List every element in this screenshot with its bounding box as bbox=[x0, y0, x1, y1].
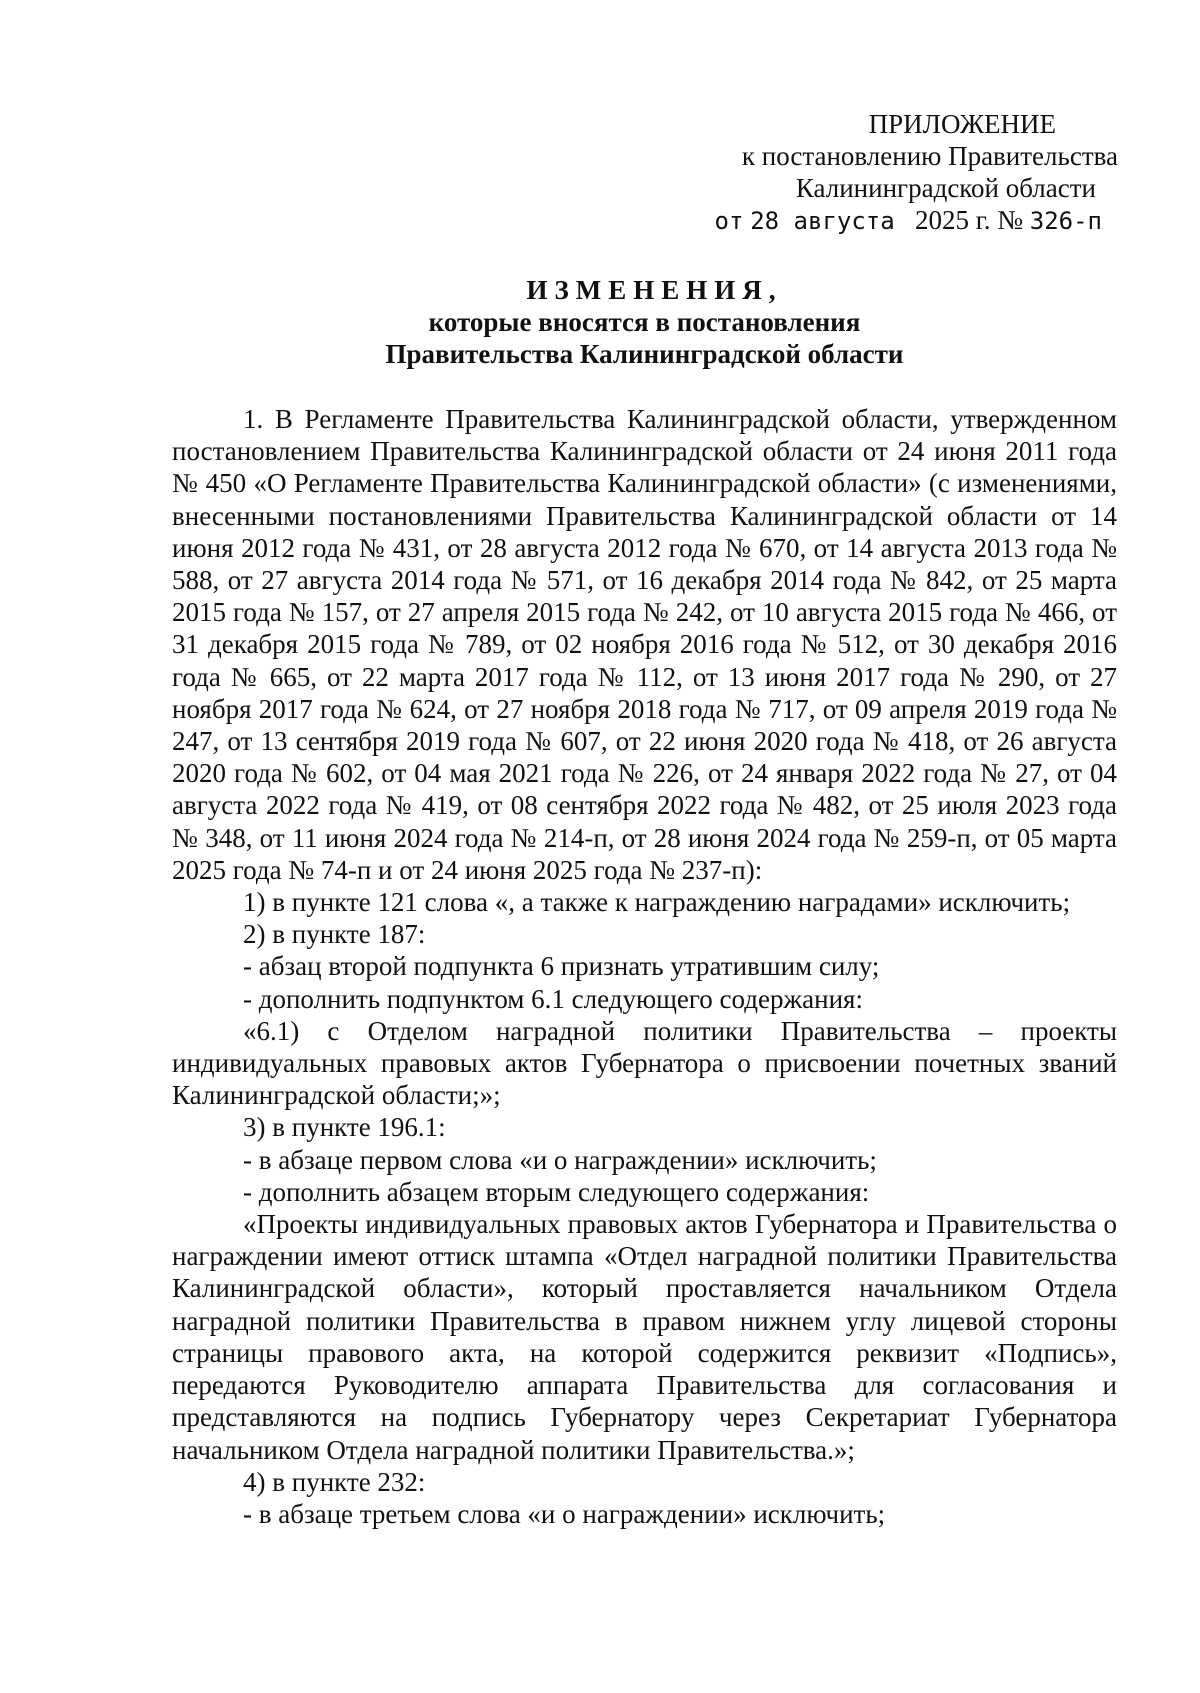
appendix-block bbox=[558, 108, 1118, 237]
paragraph-item-2: 2) в пункте 187: bbox=[243, 919, 426, 950]
appendix-number: 326-п bbox=[1029, 207, 1102, 235]
paragraph-item-4: 4) в пункте 232: bbox=[243, 1466, 426, 1497]
document-body bbox=[172, 403, 1117, 1530]
paragraph-item-2-dash-1: - абзац второй подпункта 6 признать утратившим силу; bbox=[243, 951, 880, 982]
appendix-date-line bbox=[558, 204, 1118, 237]
paragraph-item-3: 3) в пункте 196.1: bbox=[243, 1112, 446, 1143]
paragraph-item-2-dash-2: - дополнить подпунктом 6.1 следующего содержания: bbox=[243, 983, 863, 1014]
paragraph-intro: 1. В Регламенте Правительства Калининградской области, утвержденном постановлением Правительства Калининградской области от 24 июня 2011 года № 450 «О Регламенте Правительства Калининградской области» (с изменениями, внесенными постановлениями Правительства Калининградской области от 14 июня 2012 года № 431, от 28 августа 2012 года № 670, от 14 августа 2013 года № 588, от 27 августа 2014 года № 571, от 16 декабря 2014 года № 842, от 25 марта 2015 года № 157, от 27 апреля 2015 года № 242, от 10 августа 2015 года № 466, от 31 декабря 2015 года № 789, от 02 ноября 2016 года № 512, от 30 декабря 2016 года № 665, от 22 марта 2017 года № 112, от 13 июня 2017 года № 290, от 27 ноября 2017 года № 624, от 27 ноября 2018 года № 717, от 09 апреля 2019 года № 247, от 13 сентября 2019 года № 607, от 22 июня 2020 года № 418, от 26 августа 2020 года № 602, от 04 мая 2021 года № 226, от 24 января 2022 года № 27, от 04 августа 2022 года № 419, от 08 сентября 2022 года № 482, от 25 июля 2023 года № 348, от 11 июня 2024 года № 214-п, от 28 июня 2024 года № 259-п, от 05 марта 2025 года № 74-п и от 24 июня 2025 года № 237-п): bbox=[172, 404, 1117, 885]
appendix-line-1: к постановлению Правительства bbox=[741, 141, 1118, 171]
paragraph-item-3-quote: «Проекты индивидуальных правовых актов Губернатора и Правительства о награждении имеют оттиск штампа «Отдел наградной политики Правительства Калининградской области», который проставляется начальником Отдела наградной политики Правительства в правом нижнем углу лицевой стороны страницы правового акта, на которой содержится реквизит «Подпись», передаются Руководителю аппарата Правительства для согласования и представляются на подпись Губернатору через Секретариат Губернатора начальником Отдела наградной политики Правительства.»; bbox=[172, 1209, 1117, 1465]
heading-subtitle-1: которые вносятся в постановления bbox=[428, 307, 861, 337]
appendix-date-prefix: от bbox=[714, 207, 744, 235]
appendix-date-value: 28 августа bbox=[750, 207, 895, 235]
paragraph-item-2-quote: «6.1) с Отделом наградной политики Правительства – проекты индивидуальных правовых актов Губернатора о присвоении почетных званий Калининградской области;»; bbox=[172, 1015, 1117, 1111]
paragraph-item-4-dash-1: - в абзаце третьем слова «и о награждении» исключить; bbox=[243, 1498, 886, 1529]
heading-title: ИЗМЕНЕНИЯ, bbox=[526, 275, 783, 305]
appendix-line-2: Калининградской области bbox=[795, 173, 1096, 203]
heading-subtitle-2: Правительства Калининградской области bbox=[385, 339, 904, 369]
paragraph-item-3-dash-1: - в абзаце первом слова «и о награждении» исключить; bbox=[243, 1144, 877, 1175]
appendix-title: ПРИЛОЖЕНИЕ bbox=[868, 109, 1056, 139]
paragraph-item-1: 1) в пункте 121 слова «, а также к награждению наградами» исключить; bbox=[243, 887, 1071, 918]
appendix-year: 2025 г. № bbox=[914, 205, 1023, 235]
document-heading bbox=[172, 274, 1117, 370]
paragraph-item-3-dash-2: - дополнить абзацем вторым следующего содержания: bbox=[243, 1176, 870, 1207]
